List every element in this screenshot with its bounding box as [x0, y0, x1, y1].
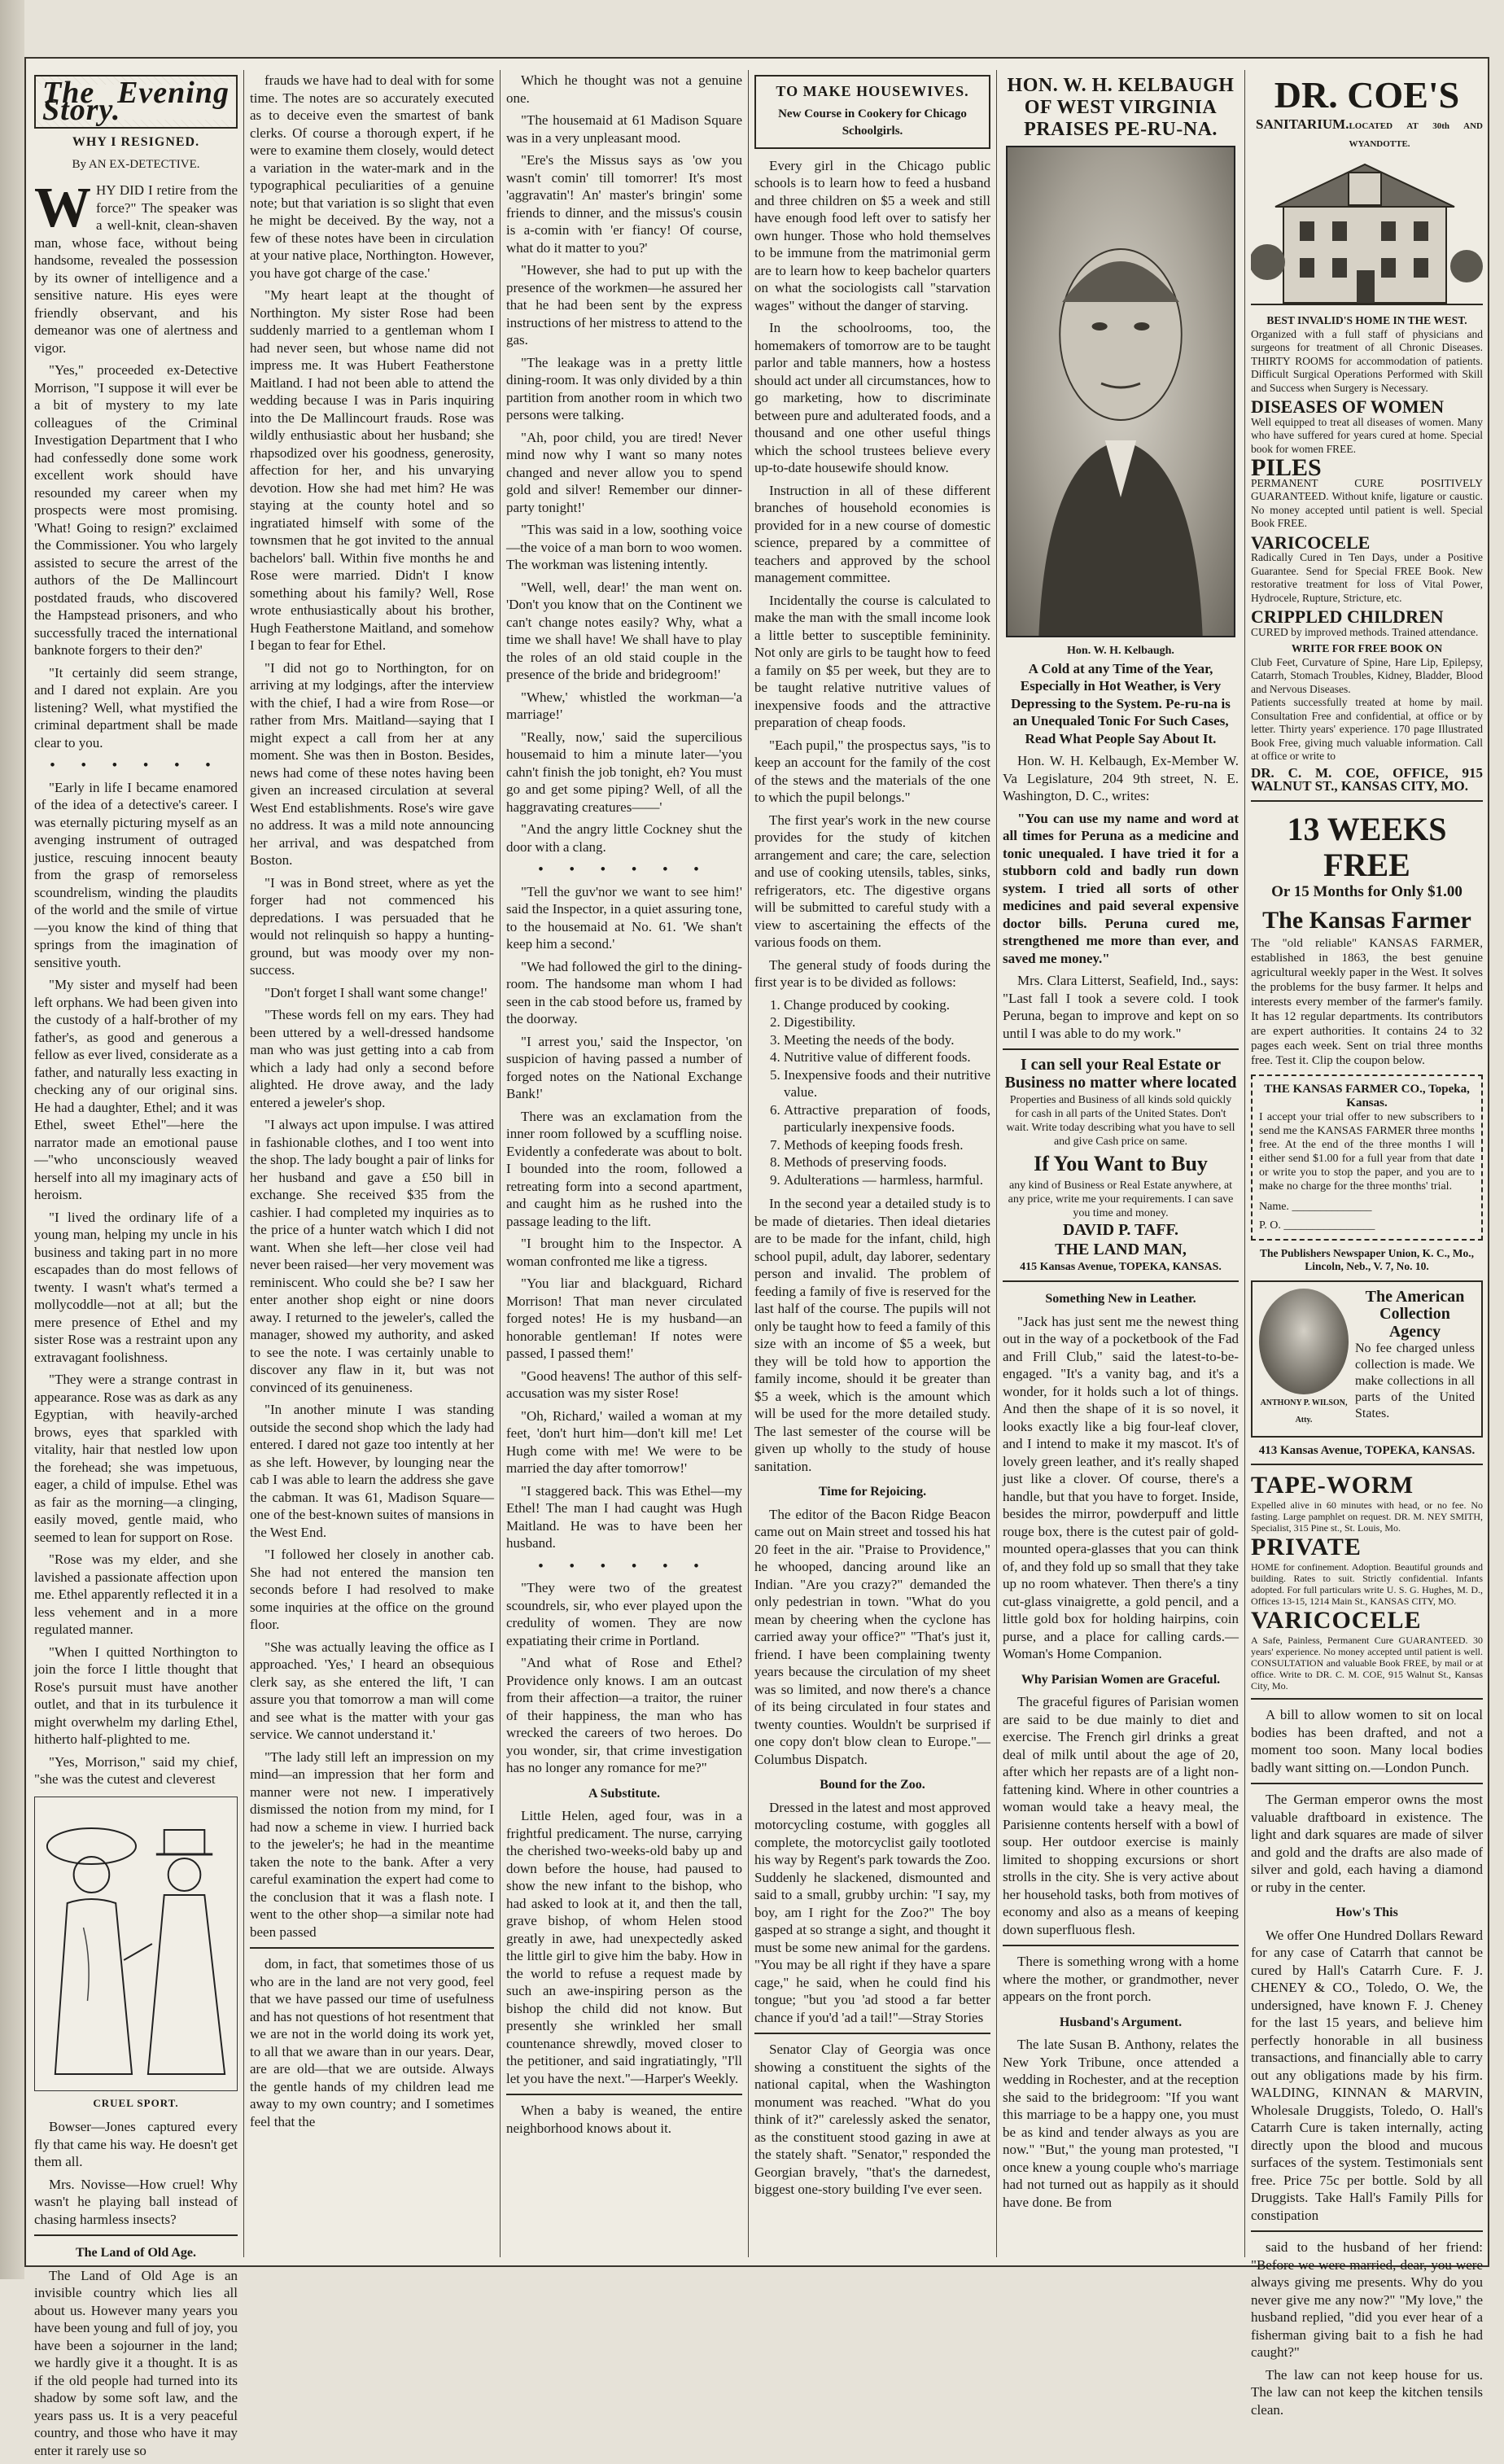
story-paragraph: "I arrest you,' said the Inspector, 'on suspicion of having passed a number of forged notes on the National Exchange Bank!' [506, 1033, 742, 1101]
peruna-intro: A Cold at any Time of the Year, Especially in Hot Weather, is Very Depressing to the System. Pe-ru-na is an Unequaled Tonic For Such Cases, Read What People Say About It. [1011, 660, 1231, 746]
dr-coe-subhead [1251, 116, 1483, 153]
weeks-free-heading: 13 WEEKS FREE [1287, 810, 1447, 883]
piles-text: PERMANENT CURE POSITIVELY GUARANTEED. Without knife, ligature or caustic. No money accepted until patient is well. Special Book FREE. [1251, 476, 1483, 529]
coupon-name-field[interactable]: Name. ______________ [1259, 1200, 1372, 1213]
divider [34, 2234, 238, 2236]
article-paragraph: The late Susan B. Anthony, relates the New York Tribune, once attended a wedding in Rochester, and at the reception she said to the bridegroom: "If you want this marriage to be a happy one, you must be as kind and tender always as you are now." "But," the young man protested, "I once knew a young couple who's marriage had not turned out as happily as it should have done. Be from [1003, 2037, 1239, 2210]
article-paragraph: Little Helen, aged four, was in a frightful predicament. The nurse, carrying the cherished two-weeks-old baby up and down before the house, had paused to show the new infant to the bishop, who had asked to look at it, and then the tall, grave bishop, of whom Helen stood greatly in awe, had unexpectedly asked the little girl to give him the baby. How in the world to refuse a request made by such an awe-inspiring person as the bishop the child did not know. But presently she wrinkled her small countenance shrewdly, moved closer to the petitioner, and said ingratiatingly, "I'll let you have the next."—Harper's Weekly. [506, 1808, 742, 2086]
story-paragraph: "In another minute I was standing outside the second shop which the lady had entered. I dared not gaze too intently at her as she left. However, by lounging near the cab I was able to learn the address she gave the cabman. It was 61, Madison Square—one of the best-known suites of mansions in the West End. [250, 1402, 494, 1540]
divider [1003, 1945, 1239, 1946]
write-text: Club Feet, Curvature of Spine, Hare Lip, Epilepsy, Catarrh, Stomach Troubles, Kidney, Bladder, Blood and Nervous Diseases. [1251, 655, 1483, 695]
article-paragraph: Mrs. Clara Litterst, Seafield, Ind., says: "Last fall I took a severe cold. I took Peruna, began to improve and kept on so until I was able to do my work." [1003, 973, 1239, 1041]
story-paragraph: "Well, well, dear!' the man went on. 'Don't you know that on the Continent we can't change notes easily? Why, what a time we shall have! We shall have to play the roles of an old staid couple in the presence of the bride and bridegroom!' [506, 579, 742, 682]
column-rule [748, 70, 749, 2257]
coupon-po-field[interactable]: P. O. ________________ [1259, 1219, 1375, 1232]
piles-heading: PILES [1251, 454, 1322, 481]
tape-worm-heading: TAPE-WORM [1251, 1472, 1414, 1499]
section-divider: • • • • • • [538, 1557, 710, 1573]
story-paragraph: "Yes," proceeded ex-Detective Morrison, "I suppose it will ever be a bit of mystery to my late colleagues of the Criminal Investigation Department that I who had confessedly done some work excellent work should have resounded my career when my prospects were most promising. 'What! Going to resign?' exclaimed the Commissioner. You who largely assisted to secure the arrest of the authors of the De Mallincourt postdated frauds, who discovered the Hampstead prisoners, and who successfully traced the international banknote forgers to their den?' [34, 362, 238, 658]
tape-worm-text: Expelled alive in 60 minutes with head, or no fee. No fasting. Large pamphlet on request. DR. M. NEY SMITH, Specialist, 315 Pine st., St. Louis, Mo. [1251, 1499, 1483, 1534]
cruel-sport-illustration [34, 1797, 238, 2091]
write-heading: WRITE FOR FREE BOOK ON [1291, 642, 1443, 654]
article-paragraph: said to the husband of her friend: "Before we were married, dear, you were always giving me presents. Why do you never give me any now?" "My love," the husband replied, "did you ever hear of a fisherman giving bait to a fish he had caught?" [1251, 2239, 1483, 2360]
collection-agency-ad [1251, 1280, 1483, 1438]
story-paragraph: "I lived the ordinary life of a young man, helping my uncle in his business and taking part in no more escapades than do most fellows of twenty. I wasn't what's termed a mollycoddle—not at all; but the mere presence of Ethel and my sister Rose was a restraint upon any extravagant foolishness. [34, 1209, 238, 1365]
drop-cap: W [34, 177, 91, 239]
story-paragraph: "The housemaid at 61 Madison Square was in a very unpleasant mood. [506, 112, 742, 146]
column-3 [506, 72, 742, 2142]
story-paragraph: "These words fell on my ears. They had been uttered by a well-dressed handsome man who was just getting into a cab from which a lady had only a second before alighted. He drove away, and the lady entered a jeweler's shop. [250, 1007, 494, 1110]
real-estate-heading: I can sell your Real Estate or Business no matter where located [1004, 1056, 1237, 1092]
list-item: 6. Attractive preparation of foods, particularly inexpensive foods. [784, 1101, 990, 1136]
leather-title: Something New in Leather. [1045, 1292, 1196, 1306]
story-paragraph: "And what of Rose and Ethel? Providence only knows. I am an outcast from their affection—a traitor, the ruiner of their happiness, the man who has wrecked the careers of two heroes. Do you wonder, sir, that crime investigation has no longer any romance for me?" [506, 1655, 742, 1775]
buy-heading: If You Want to Buy [1034, 1152, 1208, 1175]
story-paragraph: "They were a strange contrast in appearance. Rose was as dark as any Egyptian, with heavily-arched brows, eyes that sparkled with vitality, hair that nestled low upon the forehead; she was impetuous, eager, a child of impulse. Ethel was as fair as the morning—a clinging, easily moved, gentle maid, who seemed to lean for support on Rose. [34, 1372, 238, 1545]
list-item: 2. Digestibility. [784, 1013, 990, 1031]
column-5 [1003, 72, 1239, 2216]
column-4 [754, 72, 990, 2204]
private-heading: PRIVATE [1251, 1534, 1362, 1560]
divider [1251, 800, 1483, 802]
story-paragraph: "Rose was my elder, and she lavished a passionate affection upon me. Ethel apparently reflected it in a less vehement and in a more regulated manner. [34, 1551, 238, 1637]
story-paragraph: The Land of Old Age is an invisible country which lies all about us. However many years you have been young and full of joy, you have been a sojourner in the land; we hardly give it a thought. It is as if the old people had turned into its shadow by some soft law, and the years pass us. It is a very peaceful country, and those who have it may enter it rarely use so [34, 2267, 238, 2458]
publishers-union: The Publishers Newspaper Union, K. C., Mo., Lincoln, Neb., V. 7, No. 10. [1259, 1246, 1475, 1272]
housewives-header-box [754, 75, 990, 149]
testimonial-text: "You can use my name and word at all times for Peruna as a medicine and tonic unequaled. I have tried it for a stubborn cold and badly run down system. I tried all sorts of other medicines and paid several expensive doctor bills. Peruna cured me, strengthened me more than ever, and saved me money." [1003, 810, 1239, 966]
coupon-heading: THE KANSAS FARMER CO., Topeka, Kansas. [1264, 1082, 1470, 1109]
housewives-subtitle: New Course in Cookery for Chicago Schoolgirls. [778, 107, 967, 138]
story-byline: By AN EX-DETECTIVE. [72, 157, 200, 171]
portrait-caption: Hon. W. H. Kelbaugh. [1067, 645, 1174, 657]
divider [1251, 1783, 1483, 1784]
article-paragraph: A bill to allow women to sit on local bodies has been drafted, and not a moment too soon. Many local bodies badly want sitting on.—London Punch. [1251, 1707, 1483, 1775]
article-paragraph: We offer One Hundred Dollars Reward for any case of Catarrh that cannot be cured by Hall's Catarrh Cure. F. J. CHENEY & CO., Toledo, O. We, the undersigned, have known F. J. Cheney for the last 15 years, and believe him perfectly honorable in all business transactions, and financially able to carry out any obligations made by his firm. WALDING, KINNAN & MARVIN, Wholesale Druggists, Toledo, O. Hall's Catarrh Cure is taken internally, acting directly upon the blood and mucous surfaces of the system. Testimonials sent free. Price 75c per bottle. Sold by all Druggists. Take Hall's Family Pills for constipation [1251, 1927, 1483, 2223]
article-paragraph: Instruction in all of these different branches of household economies is provided for in a new course of domestic science, prepared by a committee of teachers and approved by the school management committee. [754, 482, 990, 585]
women-heading: DISEASES OF WOMEN [1251, 396, 1445, 417]
article-paragraph: When a baby is weaned, the entire neighborhood knows about it. [506, 2103, 742, 2136]
story-paragraph: "Don't forget I shall want some change!' [265, 984, 487, 1000]
attorney-photo [1259, 1289, 1349, 1394]
divider [1251, 2230, 1483, 2232]
story-paragraph: "Good heavens! The author of this self-accusation was my sister Rose! [506, 1368, 742, 1401]
article-paragraph: In the schoolrooms, too, the homemakers of tomorrow are to be taught parlor and table manners, how a hostess should act under all circumstances, how to go marketing, how to discriminate between pure and adulterated foods, and a thousand and one other useful things which the school trustees believe every up-to-date housewife should know. [754, 320, 990, 475]
divider [1003, 1048, 1239, 1050]
column-rule [500, 70, 501, 2257]
list-item: 4. Nutritive value of different foods. [784, 1048, 990, 1066]
evening-story-header [34, 75, 238, 129]
story-paragraph: Which he thought was not a genuine one. [506, 72, 742, 106]
subscription-coupon [1251, 1074, 1483, 1241]
article-paragraph: In the second year a detailed study is to be made of dietaries. Then ideal dietaries are to be made for the infant, child, high school pupil, adult, day laborer, sedentary person and invalid. The problem of feeding a family of five is reserved for the last half of the course. The pupils will not only be taught how to feed a family of this size with an income of $5 a week, but they will be told how to apportion the family income, should it be greater than $5 a week, which is the amount which will be used for the more detailed study. The last semester of the course will be given up wholly to the study of house sanitation. [754, 1196, 990, 1474]
taff-company: THE LAND MAN, [1055, 1240, 1187, 1258]
divider [754, 2033, 990, 2034]
story-paragraph: "Oh, Richard,' wailed a woman at my feet, 'don't hurt him—don't kill me! Let Hugh come with me! We were to be married the day after tomorrow!' [506, 1407, 742, 1476]
article-paragraph: The first year's work in the new course provides for the study of kitchen arrangement and care; the care, selection and use of cooking utensils, tables, sinks, refrigerators, etc. The digestive organs will be submitted to careful study with a view to ascertaining the effects of the various foods on them. [754, 812, 990, 950]
peruna-ad-title: HON. W. H. KELBAUGH OF WEST VIRGINIA PRAISES PE-RU-NA. [1007, 75, 1235, 140]
story-paragraph: dom, in fact, that sometimes those of us who are in the land are not very good, feel that we have passed our time of usefulness and has not questions of hot resentment that we are not in the world doing its work yet, to all that we aware than in our years. Dear, are are old—that we are outside. Always the gentle hands of my children lead me away to my own country; and I sometimes feel that the [250, 1956, 494, 2129]
story-paragraph: "I followed her closely in another cab. She had not entered the mansion ten seconds before I had resolved to make some inquiries at the office on the ground floor. [250, 1547, 494, 1632]
story-paragraph: "My heart leapt at the thought of Northington. My sister Rose had been suddenly married to a gentleman whom I had never seen, but whose name did not impress me. It was Hubert Featherstone Maitland. I had not been able to attend the wedding because I was in Paris inquiring into the De Mallincourt frauds. Rose was wildly enthusiastic about her husband; she rhapsodized over his goodness, generosity, affection for her, and his unvarying devotion. How she had met him? He was staying at the county hotel and so ingratiated himself with some of the townsmen that he got invited to the annual bachelors' ball. Within five months he and Rose were married. Didn't I know something about his family? Well, Rose wrote enthusiastically about his brother, Hugh Featherstone Maitland, and somehow I began to fear for Ethel. [250, 287, 494, 653]
portrait-drawing [1008, 147, 1234, 636]
story-paragraph: "They were two of the greatest scoundrels, sir, who ever played upon the credulity of women. They are now expatiating their crime in Portland. [506, 1580, 742, 1648]
sanitarium-label: SANITARIUM. [1256, 116, 1349, 132]
story-paragraph: HY DID I retire from the force?" The speaker was a well-knit, clean-shaven man, whose face, without being handsome, revealed the possession by its owner of intelligence and a sensitive nature. His eyes were friendly observant, and his demeanor was one of alertness and vigor. [34, 182, 238, 356]
list-item: 8. Methods of preserving foods. [784, 1153, 990, 1171]
agency-photo-column [1259, 1289, 1349, 1429]
dr-coe-signature: DR. C. M. COE, OFFICE, 915 WALNUT ST., KANSAS CITY, MO. [1251, 764, 1483, 794]
weeks-free-sub: Or 15 Months for Only $1.00 [1271, 882, 1462, 900]
coupon-name-label: Name. [1259, 1200, 1289, 1213]
agency-text: No fee charged unless collection is made. We make collections in all parts of the United States. [1355, 1341, 1475, 1420]
invalids-heading: BEST INVALID'S HOME IN THE WEST. [1266, 314, 1467, 326]
list-item: 9. Adulterations — harmless, harmful. [784, 1171, 990, 1189]
list-item: 7. Methods of keeping foods fresh. [784, 1136, 990, 1154]
varicocele-heading: VARICOCELE [1251, 532, 1371, 553]
article-paragraph: Incidentally the course is calculated to make the man with the small income look a little better to susceptible femininity. Not only are girls to be taught how to feed a family on $5 per week, but they are to be taught relative nutritive values of inexpensive foods and the attractive preparation of cheap foods. [754, 592, 990, 730]
article-paragraph: The graceful figures of Parisian women are said to be due mainly to diet and exercise. The French girl drinks a great deal of milk until about the age of 20, after which her repasts are of a light non-fattening kind. Where in other countries a woman would take a heavy meal, the Parisienne contents herself with a bowl of soup. Her outdoor exercise is mainly limited to shopping excursions or short strolls in the city. She is very active about her household tasks, both from motives of economy and also as a means of keeping down superfluous flesh. [1003, 1694, 1239, 1937]
old-age-title: The Land of Old Age. [75, 2246, 197, 2260]
varicocele2-text: A Safe, Painless, Permanent Cure GUARANTEED. 30 years' experience. No money accepted until patient is well. CONSULTATION and valuable Book FREE, by mail or at office. Write to DR. C. M. COE, 915 Walnut St., Kansas City, Mo. [1251, 1635, 1483, 1692]
story-paragraph: "Tell the guv'nor we want to see him!' said the Inspector, in a quiet assuring tone, to the housemaid at No. 61. 'We shan't keep him a second.' [506, 883, 742, 952]
article-paragraph: There is something wrong with a home where the mother, or grandmother, never appears on the front porch. [1003, 1954, 1239, 2004]
taff-address: 415 Kansas Avenue, TOPEKA, KANSAS. [1020, 1261, 1222, 1273]
newspaper-page [24, 57, 1489, 2458]
sanitarium-location: LOCATED AT 30th AND WYANDOTTE. [1349, 121, 1483, 149]
attorney-name: ANTHONY P. WILSON, Atty. [1260, 1398, 1348, 1425]
divider [1251, 1698, 1483, 1700]
patients-text: Patients successfully treated at home by mail. Consultation Free and confidential, at office or by letter. Thirty years' experience. 170 page Illustrated Book Free, giving much valuable information. Call at office or write to [1251, 696, 1483, 762]
parisian-title: Why Parisian Women are Graceful. [1021, 1672, 1221, 1687]
article-paragraph: "Jack has just sent me the newest thing out in the way of a pocketbook of the Fad and Frill Club," said the latest-to-be-engaged. "It's a vanity bag, and it's a wonder, for it holds such a lot of things. And then the shape of it is so novel, it looks exactly like a big four-leaf clover, and I intend to make it my mascot. It's of lovely green leather, and it's really shaped just like a clover. Of course, there's a handle, but that you have to forget. Inside, besides the mirror, powderpuff and little rouge box, there is the cutest pair of gold-mounted opera-glasses that you can think of, and they fold up so small that they take up no room whatever. Then there's a tiny cut-glass vinaigrette, a gold pencil, and a little gold box for holding hairpins, coin purse, and a place for calling cards.—Woman's Home Companion. [1003, 1313, 1239, 1661]
buy-text: any kind of Business or Real Estate anywhere, at any price, write me your requirements. I can save you time and money. [1008, 1179, 1234, 1219]
story-paragraph: "The leakage was in a pretty little dining-room. It was only divided by a thin partition from another room in which two persons were talking. [506, 354, 742, 422]
rejoicing-title: Time for Rejoicing. [818, 1485, 927, 1499]
dr-coe-title: DR. COE'S [1274, 74, 1460, 116]
story-paragraph: "Whew,' whistled the workman—'a marriage!' [506, 689, 742, 722]
column-6 [1251, 72, 1483, 2423]
kelbaugh-portrait [1006, 146, 1235, 637]
column-2 [250, 72, 494, 2135]
varicocele2-heading: VARICOCELE [1251, 1607, 1422, 1634]
article-paragraph: Senator Clay of Georgia was once showing a constituent the sights of the national capital, when the Washington monument was reached. "What do you think of it?" carelessly asked the senator, as the constituent stood gazing in awe at the stately shaft. "Senator," responded the Georgian bravely, "that's the darnedest, biggest one-story building I've ever seen. [754, 2042, 990, 2197]
varicocele-text: Radically Cured in Ten Days, under a Positive Guarantee. Send for Special FREE Book. New restorative treatment for loss of Vital Power, Hydrocele, Rupture, Stricture, etc. [1251, 551, 1483, 604]
story-paragraph: "I did not go to Northington, for on arriving at my lodgings, after the interview with the chief, I had a wire from Rose—or rather from Mrs. Maitland—saying that I might expect a call from her at any moment. She was then in Boston. Besides, news had come of these notes having been given an increased circulation at several West End establishments. Rose's wire gave no address. It was a mild note announcing her arrival, and was despatched from Boston. [250, 659, 494, 868]
illustration-drawing [35, 1797, 237, 2090]
divider [1251, 1464, 1483, 1465]
divider [250, 1947, 494, 1949]
story-paragraph: "Early in life I became enamored of the idea of a detective's career. I was eternally picturing myself as an avenging instrument of outraged justice, rescuing innocent beauty from the grasp of remorseless scoundrelism, winding the plaudits of the world and the smile of virtue—you know the kind of thing that springs from the imagination of sensitive youth. [34, 779, 238, 970]
hows-this-title: How's This [1336, 1906, 1398, 1919]
page-edge [0, 0, 24, 2279]
crippled-heading: CRIPPLED CHILDREN [1251, 606, 1444, 627]
kansas-farmer-title: The Kansas Farmer [1262, 907, 1471, 934]
story-paragraph: "Yes, Morrison," said my chief, "she was the cutest and cleverest [34, 1753, 238, 1787]
story-paragraph: "I staggered back. This was Ethel—my Ethel! The man I had caught was Hugh Maitland. He was to have been her husband. [506, 1482, 742, 1551]
list-item: 3. Meeting the needs of the body. [784, 1031, 990, 1049]
agency-title: The American Collection Agency [1365, 1287, 1465, 1341]
zoo-title: Bound for the Zoo. [820, 1778, 925, 1792]
illustration-caption: CRUEL SPORT. [93, 2096, 179, 2109]
story-paragraph: "This was said in a low, soothing voice—the voice of a man born to woo women. The workman was listening intently. [506, 522, 742, 572]
housewives-title: TO MAKE HOUSEWIVES. [776, 83, 969, 99]
story-paragraph: "Ere's the Missus says as 'ow you wasn't comin' till tomorrer! It's most 'aggravatin'! An' master's bringin' some friends to dinner, and the missus's cousin is a-comin with 'er fiancy! Of course, what do it matter to you?' [506, 152, 742, 256]
invalids-text: Organized with a full staff of physicians and surgeons for treatment of all Chronic Diseases. THIRTY ROOMS for accommodation of patients. Difficult Surgical Operations Performed with Skill and Success when Surgery is Necessary. [1251, 327, 1483, 394]
column-rule [1244, 70, 1245, 2257]
story-paragraph: "She was actually leaving the office as I approached. 'Yes,' I heard an obsequious clerk say, as she entered the lift, 'I can assure you that tomorrow a man will come and see what is the matter with your gas service. We cannot understand it.' [250, 1639, 494, 1742]
divider [506, 2094, 742, 2095]
article-paragraph: The editor of the Bacon Ridge Beacon came out on Main street and tossed his hat 20 feet in the air. "Praise to Providence," he whooped, dancing around like an Indian. "Are you crazy?" demanded the only pedestrian in town. "What do you mean by cheering when the cyclone has carried away your office?" "That's just it, friend. I have been complaining twenty years because the circulation of my sheet was so limited, and now there's a chance of its being circulated in four states and twenty counties. Wouldn't be surprised if one copy don't blow clean to Europe."—Columbus Dispatch. [754, 1506, 990, 1767]
column-rule [996, 70, 997, 2257]
agency-address: 413 Kansas Avenue, TOPEKA, KANSAS. [1258, 1443, 1476, 1457]
section-divider: • • • • • • [50, 757, 222, 772]
argument-title: Husband's Argument. [1059, 2015, 1183, 2029]
sanitarium-illustration [1251, 156, 1483, 311]
article-paragraph: The general study of foods during the first year is to be divided as follows: [754, 956, 990, 990]
story-paragraph: "It certainly did seem strange, and I dared not explain. Are you listening? Well, what mystified the criminal department shall be made clear to you. [34, 664, 238, 751]
story-subtitle: WHY I RESIGNED. [72, 135, 200, 149]
story-paragraph: "However, she had to put up with the presence of the workmen—he assured her that he had been sent by the express instructions of her mistress to attend to the gas. [506, 262, 742, 348]
story-paragraph: "And the angry little Cockney shut the door with a clang. [506, 821, 742, 855]
taff-name: DAVID P. TAFF. [1063, 1221, 1178, 1239]
food-study-list [754, 996, 990, 1189]
column-1 [34, 72, 238, 2464]
section-divider: • • • • • • [538, 861, 710, 877]
evening-story-title: The Evening Story. [36, 85, 236, 120]
building-drawing [1251, 156, 1483, 311]
story-paragraph: "I always act upon impulse. I was attired in fashionable clothes, and I too went into the shop. The lady bought a pair of links for her husband and gave a £50 bill in exchange. She received $35 from the cashier. I had completed my inquiries as to the price of a hunter watch which I did not want. When she left—her close veil had never been raised—her very movement was reminiscent. Who could she be? I saw her enter another shop eight or nine doors away. I returned to the jeweler's, called the manager, showed my authority, and asked to see the note. I was certainly unable to discover any flaw in it, but was not convinced of its genuineness. [250, 1117, 494, 1395]
list-item: 5. Inexpensive foods and their nutritive value. [784, 1066, 990, 1101]
column-rule [243, 70, 244, 2257]
list-item: 1. Change produced by cooking. [784, 996, 990, 1014]
agency-text-column [1355, 1289, 1475, 1429]
story-paragraph: "You liar and blackguard, Richard Morrison! That man never circulated forged notes! He is my husband—an honorable gentleman! If notes were passed, I passed them!' [506, 1276, 742, 1361]
crippled-text: CURED by improved methods. Trained attendance. [1251, 625, 1479, 638]
kansas-farmer-text: The "old reliable" KANSAS FARMER, established in 1863, the best genuine agricultural weekly paper in the West. It solves the problems for the busy farmer. It helps and interests every member of the farmer's family. It has 12 regular departments. Its contributors are expert authorities. It contains 24 to 32 pages each week. Sent on trial three months free. Test it. Clip the coupon below. [1251, 936, 1483, 1067]
coupon-text: I accept your trial offer to new subscribers to send me the KANSAS FARMER three months free. At the end of the three months I will either send $1.00 for a full year from that date or write you to stop the paper, and you are to make no charge for the three months' trial. [1259, 1110, 1475, 1193]
story-paragraph: "Really, now,' said the supercilious housemaid to him a minute later—'you cahn't finish the job tonight, eh? You must go and get some piping? Well, of all the haggravating creatures——' [506, 729, 742, 815]
article-paragraph: The German emperor owns the most valuable draftboard in existence. The light and dark squares are made of silver and gold and the drafts are also made of silver and gold, each having a diamond or ruby in the center. [1251, 1792, 1483, 1895]
story-paragraph: "Ah, poor child, you are tired! Never mind now why I want so many notes changed and never allow you to spend gold and silver! Remember our dinner-party tonight!' [506, 429, 742, 515]
real-estate-text: Properties and Business of all kinds sold quickly for cash in all parts of the United States. Don't wait. Write today describing what you have to sell and give Cash price on same. [1006, 1094, 1235, 1148]
coupon-po-label: P. O. [1259, 1219, 1281, 1232]
story-paragraph: frauds we have had to deal with for some time. The notes are so accurately executed as to deceive even the smartest of bank clerks. Of course a thorough expert, if he were to examine them closely, would detect a variation in the water-mark and in the typographical peculiarities of a genuine note; but that variation is so slight that even he might be deceived. By the way, not a few of these notes have been in circulation at your native place, Northington. However, you have got charge of the case.' [250, 72, 494, 281]
story-paragraph: "When I quitted Northington to join the force I little thought that Rose's pursuit must have another outlet, and that in its turbulence it might overwhelm my darling Ethel, hitherto half-plighted to me. [34, 1643, 238, 1747]
private-text: HOME for confinement. Adoption. Beautiful grounds and building. Rates to suit. Strictly confidential. Infants adopted. For full particulars write U. S. G. Hughes, M. D., Offices 13-15, 1214 Main St., KANSAS CITY, MO. [1251, 1561, 1483, 1607]
divider [1003, 1280, 1239, 1282]
story-paragraph: "I was in Bond street, where as yet the forger had not commenced his depredations. I was persuaded that he would not relinquish so happy a hunting-ground, but was moody over my non-success. [250, 874, 494, 978]
story-paragraph: "The lady still left an impression on my mind—an impression that her form and manner were not new. I imperatively dismissed the notion from my mind, for I had now a scheme in view. I hurried back to the jeweler's; he had in the meantime taken the note to the bank. After a very careful examination the expert had come to the conclusion that it was a flash note. I went to the other shop—a similar note had been passed [250, 1748, 494, 1940]
story-paragraph: There was an exclamation from the inner room followed by a scuffling noise. Evidently a confederate was about to bolt. I bounded into the room, followed a retreating form into a second apartment, and caught him as he rushed into the passage leading to the lift. [506, 1108, 742, 1229]
article-paragraph: Hon. W. H. Kelbaugh, Ex-Member W. Va Legislature, 204 9th street, N. E. Washington, D. C., writes: [1003, 753, 1239, 803]
story-paragraph: "I brought him to the Inspector. A woman confronted me like a tigress. [506, 1236, 742, 1269]
article-paragraph: Every girl in the Chicago public schools is to learn how to feed a husband and three children on $5 a week and still have enough food left over to satisfy her own hunger. Those who hold themselves to be immune from the matrimonial germ are to learn how to keep bachelor quarters on what the sociologists call "starvation wages" without the danger of starving. [754, 157, 990, 313]
substitute-title: A Substitute. [588, 1786, 661, 1801]
story-paragraph: "My sister and myself had been left orphans. We had been given into the custody of a half-brother of my father's, as good and generous a fellow as ever lived, considerate as a father, and naturally less exacting in checking any of our original sins. He had a daughter, Ethel; and it was Ethel, sweet Ethel"—here the narrator made an emotional pause—"who unconsciously weaved herself into all my imaginary acts of heroism. [34, 977, 238, 1202]
women-text: Well equipped to treat all diseases of women. Many who have suffered for years cured at home. Special book for women FREE. [1251, 415, 1483, 455]
article-paragraph: "Each pupil," the prospectus says, "is to keep an account for the family of the cost of the stews and the materials of the one to which the pupil belongs." [754, 737, 990, 805]
article-paragraph: The law can not keep house for us. The law can not keep the kitchen tensils clean. [1251, 2366, 1483, 2418]
article-paragraph: Dressed in the latest and most approved motorcycling costume, with goggles all complete, the motorcyclist gaily tootloted his way by Regent's park towards the Zoo. Suddenly he slackened, dismounted and said to a small, grubby urchin: "I say, my boy, am I right for the Zoo?" The boy gasped at so strange a sight, and thought it must be some new animal for the gardens. "You may be all right if they have a spare cage," he said, when he could find his tongue; "but you 'ad stood a far better chance if you'd 'ad a tail!"—Stray Stories [754, 1799, 990, 2025]
story-paragraph: "We had followed the girl to the dining-room. The handsome man whom I had seen in the cab stood before us, framed by the doorway. [506, 958, 742, 1026]
story-paragraph: Bowser—Jones captured every fly that came his way. He doesn't get them all. [34, 2119, 238, 2169]
story-paragraph: Mrs. Novisse—How cruel! Why wasn't he playing ball instead of chasing harmless insects? [34, 2176, 238, 2227]
